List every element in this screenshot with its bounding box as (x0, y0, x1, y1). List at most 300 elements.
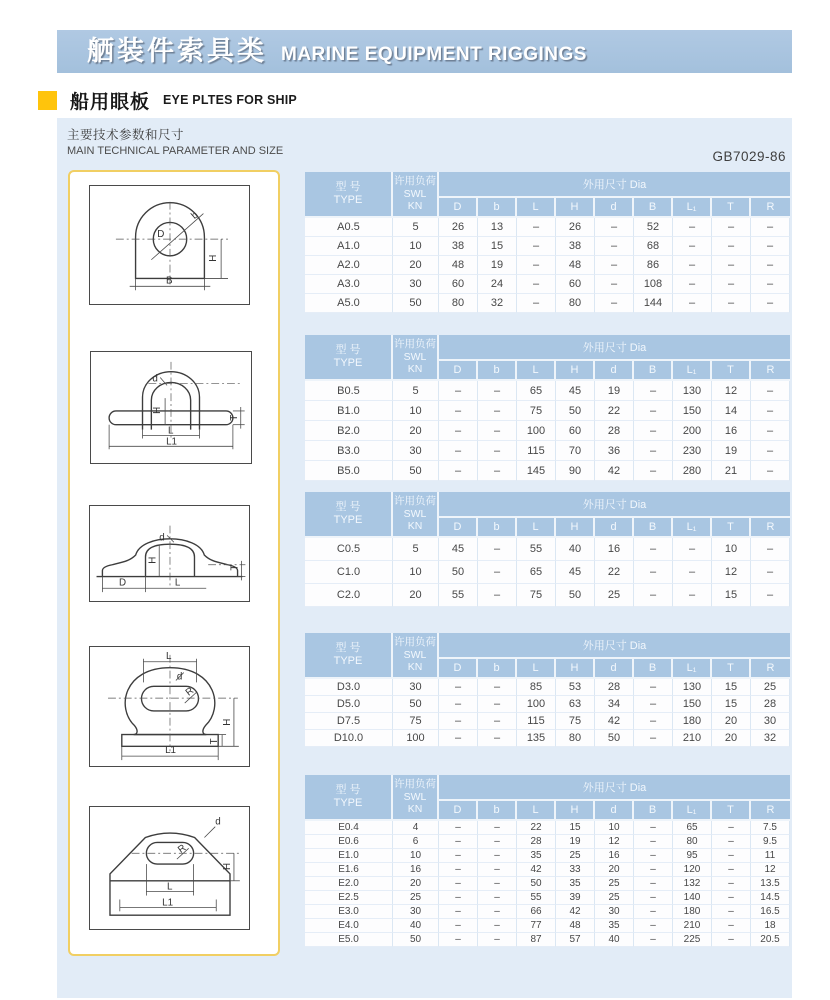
value-cell: 28 (595, 679, 634, 696)
dim-column-header: D (439, 198, 478, 218)
value-cell: 10 (393, 849, 439, 863)
swl-header-en: SWL (403, 648, 427, 661)
type-cell: E3.0 (305, 905, 393, 919)
value-cell: 75 (393, 713, 439, 730)
dim-column-header: H (556, 198, 595, 218)
swl-column-header (393, 775, 439, 821)
dim-column-header: T (712, 659, 751, 679)
dim-label-L: L (166, 650, 172, 662)
dimensions-group-header: 外用尺寸 Dia (439, 492, 790, 518)
value-cell: – (478, 538, 517, 561)
intro-line-cn: 主要技术参数和尺寸 (67, 128, 185, 142)
value-cell: 20 (393, 421, 439, 441)
value-cell: 135 (517, 730, 556, 747)
value-cell: 80 (556, 730, 595, 747)
value-cell: – (712, 835, 751, 849)
value-cell: 65 (517, 381, 556, 401)
value-cell: 50 (595, 730, 634, 747)
value-cell: 10 (712, 538, 751, 561)
value-cell: 120 (673, 863, 712, 877)
value-cell: – (439, 421, 478, 441)
dim-label-L: L (167, 881, 173, 893)
value-cell: – (439, 863, 478, 877)
value-cell: 26 (439, 218, 478, 237)
type-cell: D3.0 (305, 679, 393, 696)
value-cell: – (634, 905, 673, 919)
value-cell: 20.5 (751, 933, 790, 947)
value-cell: – (439, 461, 478, 481)
value-cell: – (751, 294, 790, 313)
value-cell: – (439, 891, 478, 905)
dimensions-group-header: 外用尺寸 Dia (439, 775, 790, 801)
value-cell: – (673, 584, 712, 607)
dim-label-H: H (222, 862, 234, 870)
type-cell: A1.0 (305, 237, 393, 256)
value-cell: 45 (439, 538, 478, 561)
value-cell: – (595, 237, 634, 256)
value-cell: 35 (595, 919, 634, 933)
value-cell: 68 (634, 237, 673, 256)
value-cell: 5 (393, 538, 439, 561)
value-cell: 25 (595, 584, 634, 607)
type-cell: A5.0 (305, 294, 393, 313)
value-cell: 30 (595, 905, 634, 919)
value-cell: 53 (556, 679, 595, 696)
value-cell: 50 (439, 561, 478, 584)
value-cell: 75 (517, 401, 556, 421)
value-cell: – (478, 821, 517, 835)
value-cell: 19 (595, 381, 634, 401)
value-cell: – (439, 401, 478, 421)
value-cell: 22 (517, 821, 556, 835)
value-cell: 15 (712, 584, 751, 607)
value-cell: 52 (634, 218, 673, 237)
figures-panel (68, 170, 280, 956)
value-cell: 16 (595, 538, 634, 561)
intro-text (67, 125, 283, 157)
value-cell: 50 (393, 696, 439, 713)
value-cell: – (478, 849, 517, 863)
type-cell: E5.0 (305, 933, 393, 947)
spec-table-series-a (305, 172, 790, 313)
value-cell: 20 (595, 863, 634, 877)
dim-label-H: H (147, 556, 159, 564)
value-cell: 210 (673, 730, 712, 747)
value-cell: 35 (517, 849, 556, 863)
value-cell: 32 (751, 730, 790, 747)
type-column-header (305, 775, 393, 821)
value-cell: – (478, 401, 517, 421)
value-cell: – (634, 421, 673, 441)
standard-number: GB7029-86 (712, 149, 786, 164)
spec-table-series-b (305, 335, 790, 481)
value-cell: – (478, 584, 517, 607)
swl-header-cn: 许用负荷 (394, 175, 436, 188)
value-cell: – (712, 821, 751, 835)
value-cell: – (751, 256, 790, 275)
figure-type-d (89, 646, 250, 767)
value-cell: 55 (517, 538, 556, 561)
dim-label-D: D (119, 577, 127, 589)
swl-header-cn: 许用负荷 (394, 338, 436, 351)
value-cell: – (673, 538, 712, 561)
value-cell: 45 (556, 561, 595, 584)
value-cell: 25 (595, 891, 634, 905)
type-header-en: TYPE (333, 514, 363, 526)
dim-label-H: H (208, 254, 220, 262)
dim-column-header: R (751, 659, 790, 679)
value-cell: 38 (439, 237, 478, 256)
value-cell: – (478, 877, 517, 891)
dim-column-header: b (478, 801, 517, 821)
value-cell: 65 (673, 821, 712, 835)
type-cell: B2.0 (305, 421, 393, 441)
figure-c-drawing (90, 506, 249, 601)
swl-header-en: SWL (403, 507, 427, 520)
section-heading (38, 88, 297, 112)
dim-label-L1: L1 (162, 897, 174, 909)
dim-column-header: L₁ (673, 801, 712, 821)
value-cell: – (439, 730, 478, 747)
value-cell: 50 (517, 877, 556, 891)
value-cell: 10 (393, 237, 439, 256)
value-cell: 26 (556, 218, 595, 237)
value-cell: – (478, 919, 517, 933)
type-cell: E4.0 (305, 919, 393, 933)
dim-column-header: d (595, 361, 634, 381)
value-cell: 6 (393, 835, 439, 849)
type-column-header (305, 335, 393, 381)
value-cell: 63 (556, 696, 595, 713)
value-cell: 50 (393, 933, 439, 947)
dim-column-header: L₁ (673, 198, 712, 218)
dim-column-header: L (517, 518, 556, 538)
value-cell: – (517, 275, 556, 294)
dim-column-header: L₁ (673, 518, 712, 538)
value-cell: – (478, 561, 517, 584)
value-cell: 210 (673, 919, 712, 933)
type-header-cn: 型 号 (335, 343, 361, 356)
value-cell: 10 (393, 401, 439, 421)
type-header-cn: 型 号 (335, 641, 361, 654)
value-cell: – (478, 696, 517, 713)
value-cell: – (595, 256, 634, 275)
value-cell: 200 (673, 421, 712, 441)
dim-column-header: T (712, 198, 751, 218)
type-cell: B1.0 (305, 401, 393, 421)
type-header-en: TYPE (333, 655, 363, 667)
value-cell: 144 (634, 294, 673, 313)
dim-label-T: T (228, 414, 240, 421)
dim-column-header: L (517, 361, 556, 381)
dim-column-header: L₁ (673, 659, 712, 679)
dimensions-group-header: 外用尺寸 Dia (439, 335, 790, 361)
value-cell: – (634, 891, 673, 905)
dim-label-R: R (183, 685, 197, 699)
value-cell: – (517, 294, 556, 313)
value-cell: 77 (517, 919, 556, 933)
value-cell: – (634, 849, 673, 863)
value-cell: 50 (556, 584, 595, 607)
value-cell: – (595, 294, 634, 313)
value-cell: 16 (712, 421, 751, 441)
value-cell: 15 (712, 696, 751, 713)
value-cell: 50 (393, 294, 439, 313)
dim-label-L1: L1 (166, 436, 178, 448)
value-cell: 9.5 (751, 835, 790, 849)
value-cell: 32 (478, 294, 517, 313)
swl-header-en: SWL (403, 790, 427, 803)
value-cell: – (712, 275, 751, 294)
value-cell: – (634, 381, 673, 401)
value-cell: 55 (517, 891, 556, 905)
dim-label-b: b (189, 209, 201, 222)
value-cell: – (517, 218, 556, 237)
dim-label-B: B (166, 275, 173, 287)
type-cell: B5.0 (305, 461, 393, 481)
value-cell: 60 (556, 421, 595, 441)
value-cell: 19 (478, 256, 517, 275)
type-column-header (305, 492, 393, 538)
value-cell: – (439, 679, 478, 696)
dim-column-header: H (556, 659, 595, 679)
swl-column-header (393, 492, 439, 538)
dim-column-header: D (439, 518, 478, 538)
value-cell: 50 (556, 401, 595, 421)
value-cell: 20 (393, 256, 439, 275)
value-cell: 15 (556, 821, 595, 835)
section-bullet-icon (38, 91, 57, 110)
value-cell: 12 (712, 561, 751, 584)
value-cell: – (439, 905, 478, 919)
dim-column-header: b (478, 518, 517, 538)
value-cell: 70 (556, 441, 595, 461)
value-cell: 4 (393, 821, 439, 835)
value-cell: 130 (673, 679, 712, 696)
value-cell: 90 (556, 461, 595, 481)
value-cell: 230 (673, 441, 712, 461)
value-cell: 115 (517, 713, 556, 730)
value-cell: – (751, 561, 790, 584)
value-cell: – (439, 441, 478, 461)
type-cell: D10.0 (305, 730, 393, 747)
dim-column-header: D (439, 361, 478, 381)
value-cell: 75 (556, 713, 595, 730)
dim-column-header: L (517, 801, 556, 821)
value-cell: – (634, 561, 673, 584)
value-cell: – (634, 461, 673, 481)
value-cell: 40 (595, 933, 634, 947)
value-cell: 16 (393, 863, 439, 877)
value-cell: 85 (517, 679, 556, 696)
value-cell: 100 (393, 730, 439, 747)
dim-column-header: T (712, 361, 751, 381)
figure-b-drawing (91, 352, 251, 463)
dim-column-header: B (634, 801, 673, 821)
section-title-cn: 船用眼板 (70, 91, 151, 113)
value-cell: 22 (595, 561, 634, 584)
dim-label-T: T (209, 738, 221, 745)
type-cell: E0.6 (305, 835, 393, 849)
value-cell: 40 (556, 538, 595, 561)
value-cell: 48 (556, 919, 595, 933)
value-cell: 24 (478, 275, 517, 294)
value-cell: – (634, 401, 673, 421)
value-cell: – (751, 441, 790, 461)
figure-type-c (89, 505, 250, 602)
dim-column-header: b (478, 361, 517, 381)
value-cell: 30 (751, 713, 790, 730)
value-cell: 100 (517, 696, 556, 713)
value-cell: – (595, 218, 634, 237)
value-cell: – (478, 461, 517, 481)
dim-column-header: R (751, 518, 790, 538)
value-cell: 13.5 (751, 877, 790, 891)
type-header-cn: 型 号 (335, 180, 361, 193)
value-cell: – (634, 713, 673, 730)
value-cell: – (478, 835, 517, 849)
swl-header-cn: 许用负荷 (394, 636, 436, 649)
value-cell: 25 (595, 877, 634, 891)
value-cell: – (439, 821, 478, 835)
value-cell: – (478, 713, 517, 730)
value-cell: 42 (595, 461, 634, 481)
intro-line-en: MAIN TECHNICAL PARAMETER AND SIZE (67, 145, 284, 157)
value-cell: – (478, 679, 517, 696)
banner-title-cn: 舾装件索具类 (87, 36, 267, 66)
value-cell: 66 (517, 905, 556, 919)
type-header-cn: 型 号 (335, 500, 361, 513)
value-cell: 25 (393, 891, 439, 905)
value-cell: 150 (673, 696, 712, 713)
value-cell: 12 (712, 381, 751, 401)
dim-label-d: d (176, 671, 183, 683)
value-cell: – (478, 933, 517, 947)
value-cell: – (478, 381, 517, 401)
value-cell: – (634, 584, 673, 607)
dim-column-header: b (478, 198, 517, 218)
value-cell: 86 (634, 256, 673, 275)
value-cell: – (751, 275, 790, 294)
value-cell: 20 (393, 584, 439, 607)
value-cell: – (634, 730, 673, 747)
swl-header-unit: KN (407, 520, 423, 533)
value-cell: 21 (712, 461, 751, 481)
type-header-en: TYPE (333, 357, 363, 369)
dim-label-H: H (152, 406, 164, 414)
value-cell: 36 (595, 441, 634, 461)
value-cell: 20 (712, 730, 751, 747)
value-cell: 30 (393, 679, 439, 696)
swl-header-en: SWL (403, 187, 427, 200)
value-cell: 25 (556, 849, 595, 863)
value-cell: 80 (673, 835, 712, 849)
dim-column-header: b (478, 659, 517, 679)
value-cell: 12 (751, 863, 790, 877)
value-cell: 145 (517, 461, 556, 481)
value-cell: – (439, 849, 478, 863)
value-cell: 28 (595, 421, 634, 441)
value-cell: 280 (673, 461, 712, 481)
value-cell: 100 (517, 421, 556, 441)
type-cell: E1.6 (305, 863, 393, 877)
swl-header-unit: KN (407, 803, 423, 816)
value-cell: – (751, 381, 790, 401)
swl-header-cn: 许用负荷 (394, 778, 436, 791)
value-cell: 65 (517, 561, 556, 584)
spec-table-series-e (305, 775, 790, 947)
value-cell: 19 (712, 441, 751, 461)
value-cell: 80 (439, 294, 478, 313)
dim-column-header: R (751, 361, 790, 381)
value-cell: – (439, 877, 478, 891)
value-cell: – (751, 237, 790, 256)
dim-column-header: L (517, 198, 556, 218)
value-cell: – (439, 713, 478, 730)
dim-column-header: L (517, 659, 556, 679)
value-cell: – (712, 933, 751, 947)
value-cell: 30 (393, 441, 439, 461)
swl-column-header (393, 335, 439, 381)
value-cell: – (751, 421, 790, 441)
dimensions-group-header: 外用尺寸 Dia (439, 633, 790, 659)
dim-column-header: d (595, 198, 634, 218)
type-cell: C2.0 (305, 584, 393, 607)
dim-column-header: R (751, 801, 790, 821)
value-cell: – (439, 919, 478, 933)
dim-label-D: D (157, 229, 165, 241)
dim-column-header: R (751, 198, 790, 218)
type-cell: A3.0 (305, 275, 393, 294)
swl-column-header (393, 633, 439, 679)
type-header-en: TYPE (333, 194, 363, 206)
banner-title-en: MARINE EQUIPMENT RIGGINGS (281, 44, 587, 65)
page-banner (57, 30, 792, 73)
value-cell: – (712, 237, 751, 256)
value-cell: – (478, 891, 517, 905)
value-cell: 42 (517, 863, 556, 877)
value-cell: 50 (393, 461, 439, 481)
value-cell: 42 (595, 713, 634, 730)
dim-label-L: L (168, 425, 174, 437)
value-cell: 16.5 (751, 905, 790, 919)
value-cell: 10 (595, 821, 634, 835)
type-cell: A0.5 (305, 218, 393, 237)
value-cell: 30 (393, 905, 439, 919)
dim-column-header: d (595, 518, 634, 538)
value-cell: – (634, 696, 673, 713)
value-cell: – (478, 905, 517, 919)
dim-label-d: d (159, 532, 165, 544)
spec-table-series-d (305, 633, 790, 747)
dim-column-header: H (556, 361, 595, 381)
type-header-en: TYPE (333, 797, 363, 809)
value-cell: 15 (478, 237, 517, 256)
value-cell: 14 (712, 401, 751, 421)
value-cell: 33 (556, 863, 595, 877)
value-cell: – (439, 696, 478, 713)
value-cell: – (595, 275, 634, 294)
value-cell: 95 (673, 849, 712, 863)
value-cell: – (712, 863, 751, 877)
type-cell: E1.0 (305, 849, 393, 863)
value-cell: 115 (517, 441, 556, 461)
value-cell: 180 (673, 905, 712, 919)
value-cell: 14.5 (751, 891, 790, 905)
type-header-cn: 型 号 (335, 783, 361, 796)
value-cell: – (634, 933, 673, 947)
value-cell: 5 (393, 381, 439, 401)
